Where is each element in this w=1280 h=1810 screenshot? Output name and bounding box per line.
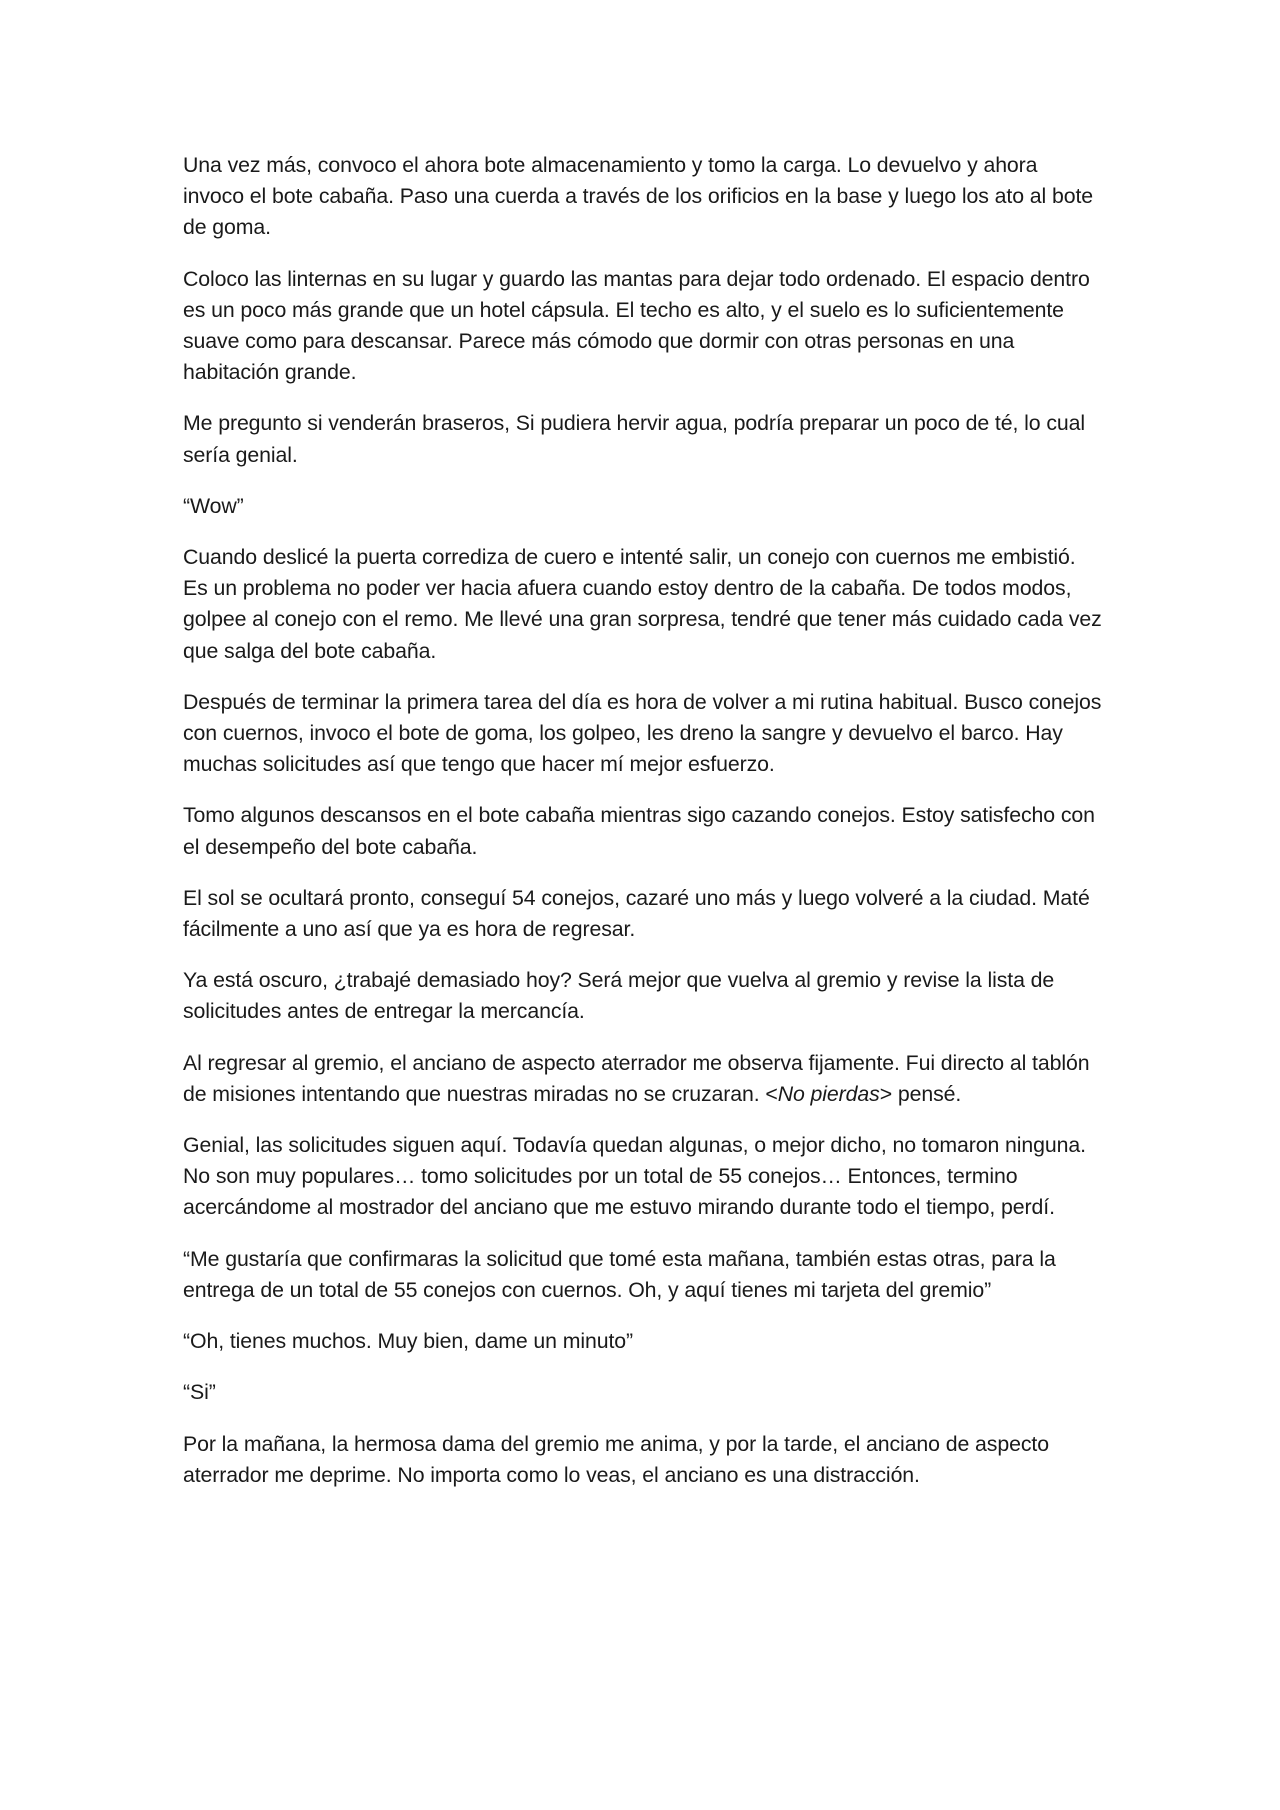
paragraph xyxy=(183,1048,1103,1110)
dialogue-line: “Si” xyxy=(183,1380,216,1405)
paragraph: Después de terminar la primera tarea del día es hora de volver a mi rutina habitual. Busco conejos con cuernos, invoco el bote de goma, los golpeo, les dreno la sangre y devuelvo el barco. Hay muchas solicitudes así que tengo que hacer mí mejor esfuerzo. xyxy=(183,689,1102,777)
paragraph: Coloco las linternas en su lugar y guardo las mantas para dejar todo ordenado. El espacio dentro es un poco más grande que un hotel cápsula. El techo es alto, y el suelo es lo suficientemente suave como para descansar. Parece más cómodo que dormir con otras personas en una habitación grande. xyxy=(183,266,1090,385)
dialogue-line: “Oh, tienes muchos. Muy bien, dame un minuto” xyxy=(183,1329,634,1354)
paragraph: Me pregunto si venderán braseros, Si pudiera hervir agua, podría preparar un poco de té, lo cual sería genial. xyxy=(183,411,1085,467)
text-run: > pensé. xyxy=(879,1081,962,1106)
paragraph: Una vez más, convoco el ahora bote almacenamiento y tomo la carga. Lo devuelvo y ahora invoco el bote cabaña. Paso una cuerda a través de los orificios en la base y luego los ato al bote de goma. xyxy=(183,153,1094,240)
text-run: Al regresar al gremio, el anciano de aspecto aterrador me observa fijamente. Fui directo al tablón de misiones intentando que nuestras miradas no se cruzaran. < xyxy=(183,1050,1090,1106)
paragraph: Por la mañana, la hermosa dama del gremio me anima, y por la tarde, el anciano de aspecto aterrador me deprime. No importa como lo veas, el anciano es una distracción. xyxy=(183,1431,1049,1487)
italic-thought: No pierdas xyxy=(777,1081,880,1106)
paragraph: Ya está oscuro, ¿trabajé demasiado hoy? Será mejor que vuelva al gremio y revise la lista de solicitudes antes de entregar la mercancía. xyxy=(183,968,1055,1024)
paragraph: El sol se ocultará pronto, conseguí 54 conejos, cazaré uno más y luego volveré a la ciudad. Maté fácilmente a uno así que ya es hora de regresar. xyxy=(183,885,1090,942)
document-page xyxy=(183,150,1103,1511)
paragraph: Cuando deslicé la puerta corrediza de cuero e intenté salir, un conejo con cuernos me embistió. Es un problema no poder ver hacia afuera cuando estoy dentro de la cabaña. De todos modos, golpee al conejo con el remo. Me llevé una gran sorpresa, tendré que tener más cuidado cada vez que salga del bote cabaña. xyxy=(183,545,1102,663)
paragraph: Tomo algunos descansos en el bote cabaña mientras sigo cazando conejos. Estoy satisfecho con el desempeño del bote cabaña. xyxy=(183,803,1095,859)
paragraph: Genial, las solicitudes siguen aquí. Todavía quedan algunas, o mejor dicho, no tomaron ninguna. No son muy populares… tomo solicitudes por un total de 55 conejos… Entonces, termino acercándome al mostrador del anciano que me estuvo mirando durante todo el tiempo, perdí. xyxy=(183,1133,1086,1220)
dialogue-line: “Wow” xyxy=(183,493,244,518)
dialogue-line: “Me gustaría que confirmaras la solicitud que tomé esta mañana, también estas otras, para la entrega de un total de 55 conejos con cuernos. Oh, y aquí tienes mi tarjeta del gremio” xyxy=(183,1246,1056,1302)
